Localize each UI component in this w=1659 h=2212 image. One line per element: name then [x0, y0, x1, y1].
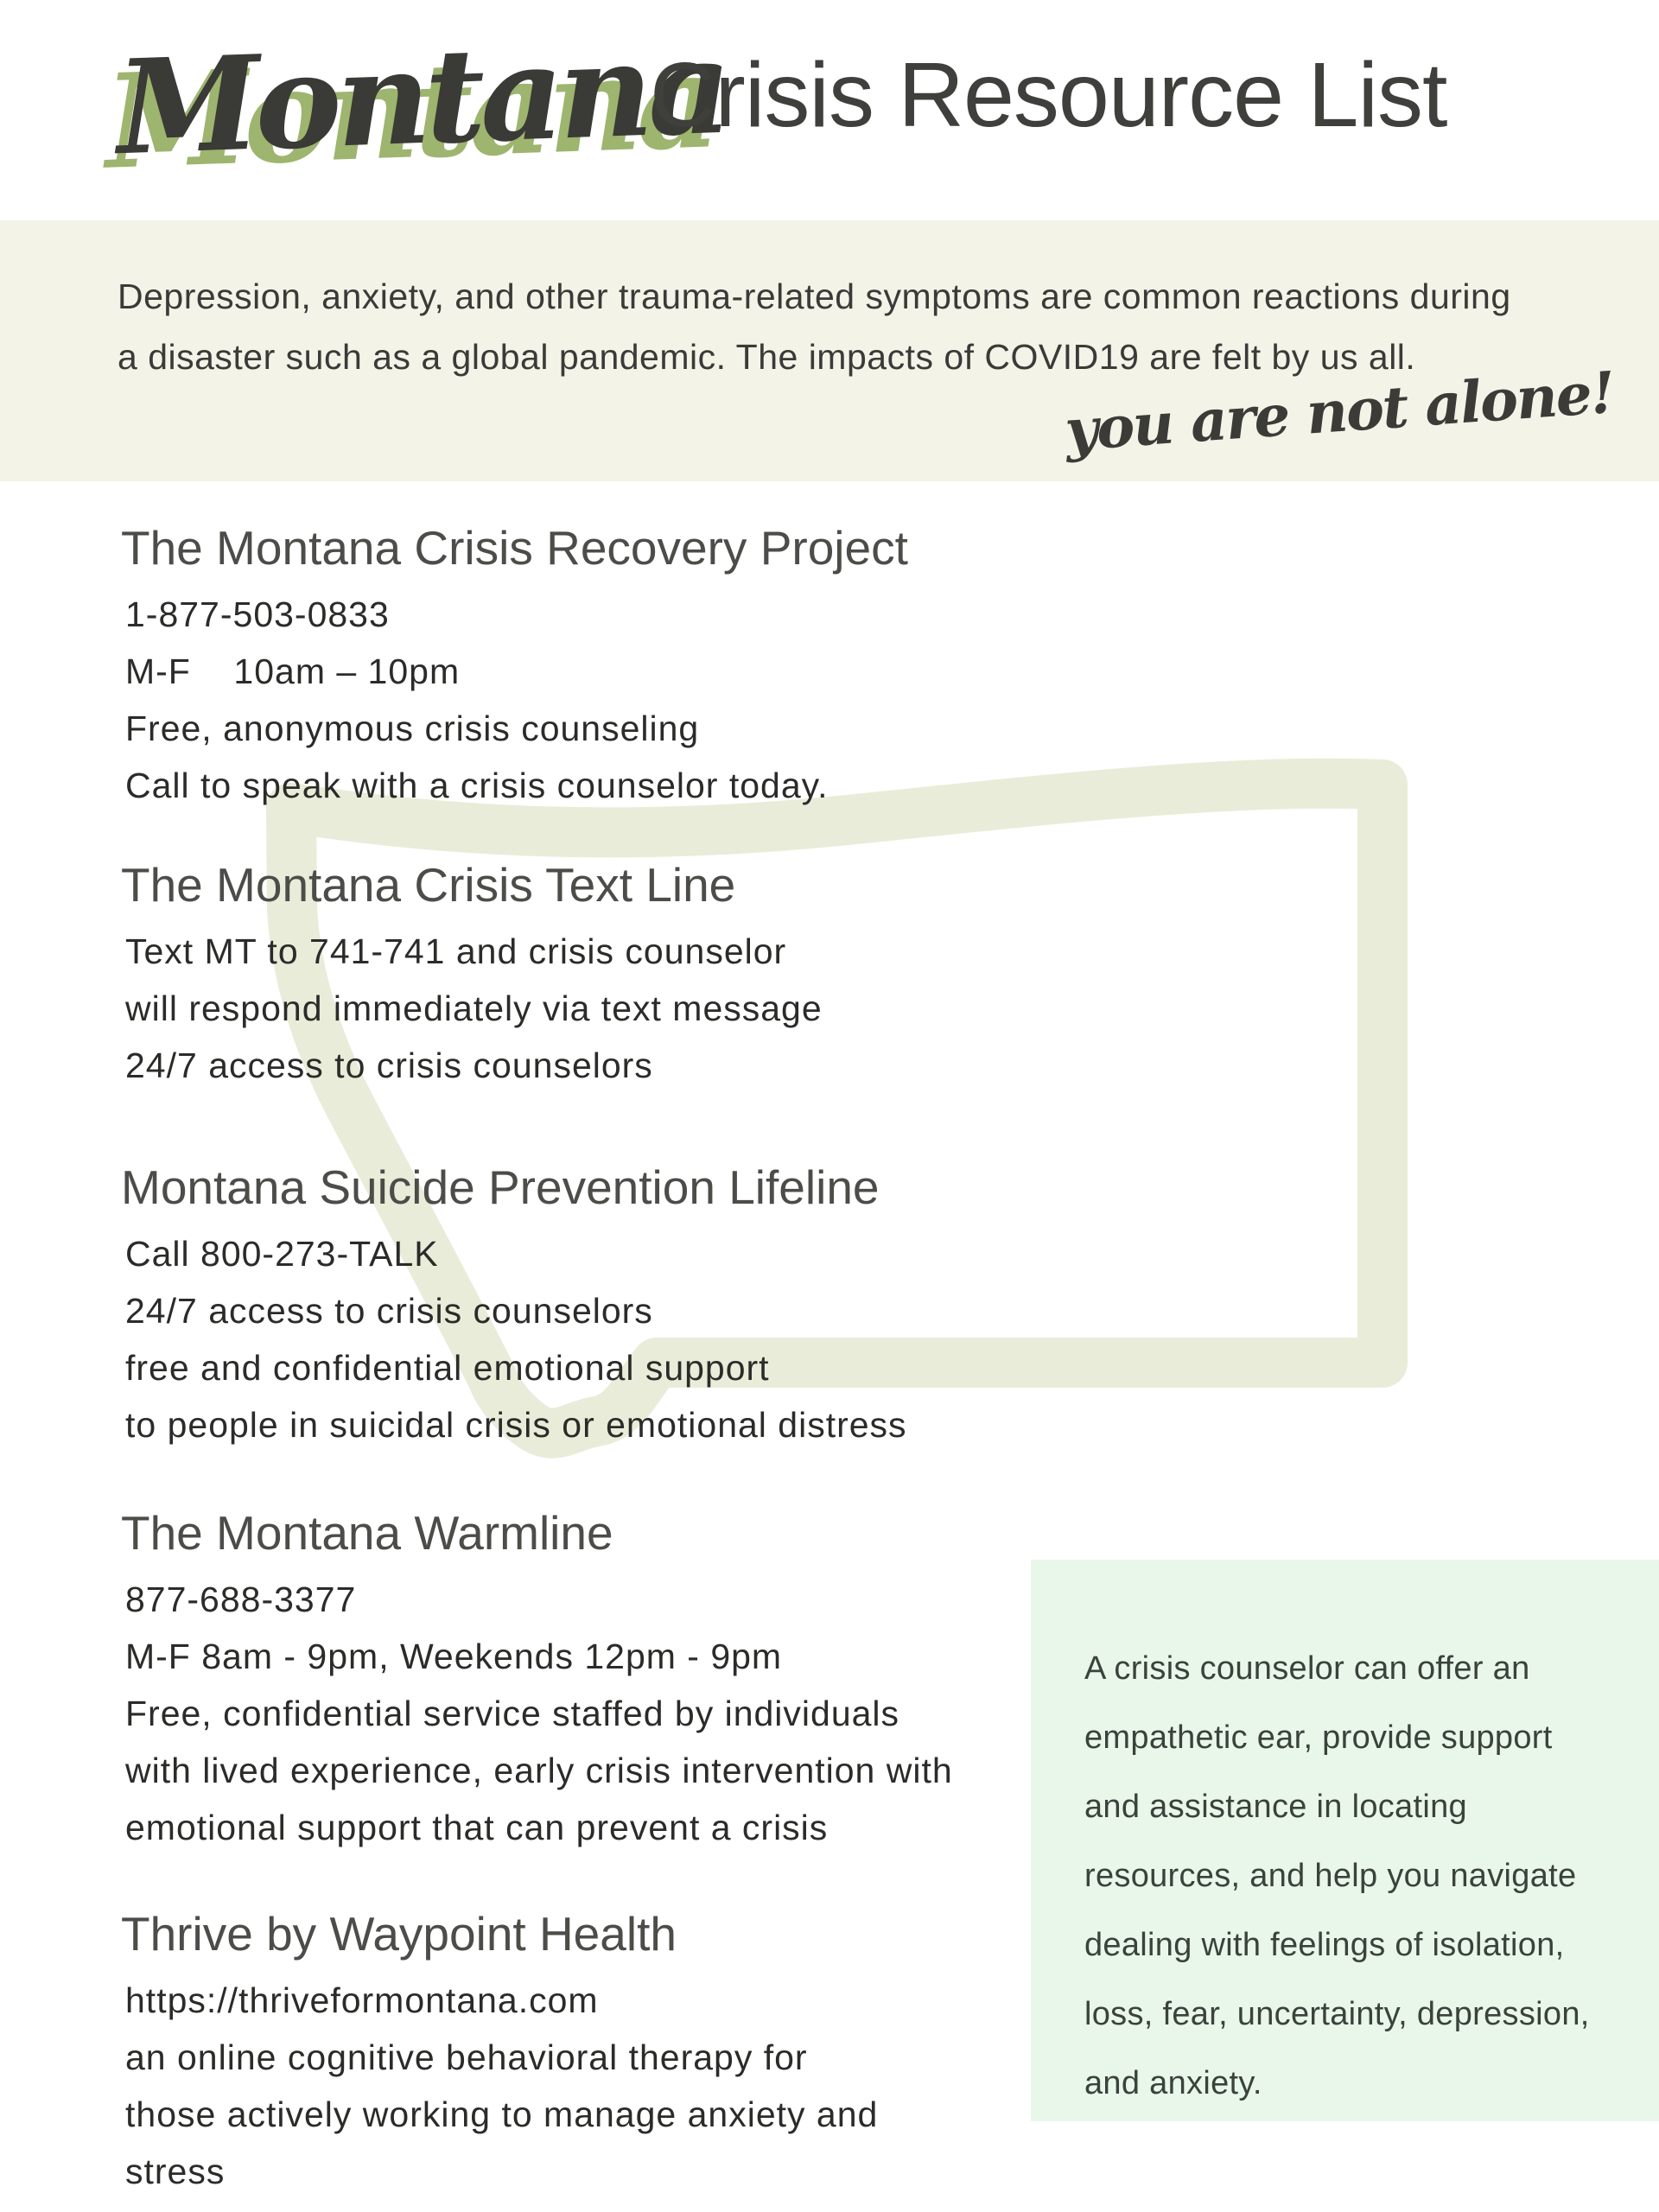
section-lines — [121, 1225, 907, 1453]
hours: M-F 10am – 10pm — [125, 652, 461, 691]
description-line: will respond immediately via text message — [125, 988, 823, 1028]
info-line: and anxiety. — [1084, 2065, 1262, 2101]
description-line: an online cognitive behavioral therapy for — [125, 2037, 808, 2077]
info-line: and assistance in locating — [1084, 1789, 1467, 1825]
description-line: to people in suicidal crisis or emotional distress — [125, 1405, 907, 1445]
info-line: resources, and help you navigate — [1084, 1858, 1577, 1894]
description-line: those actively working to manage anxiety and — [125, 2094, 879, 2134]
intro-banner — [0, 220, 1659, 481]
description-line: free and confidential emotional support — [125, 1348, 770, 1388]
section-suicide-prevention-lifeline — [121, 1156, 907, 1453]
title-script-montana: Montana — [114, 10, 729, 185]
section-thrive-waypoint-health — [121, 1903, 878, 2200]
phone-number: Call 800-273-TALK — [125, 1234, 439, 1274]
section-lines — [121, 586, 908, 814]
page-title: Crisis Resource List — [650, 44, 1447, 146]
section-heading: Thrive by Waypoint Health — [121, 1907, 677, 1961]
description-line: Text MT to 741-741 and crisis counselor — [125, 931, 787, 971]
phone-number: 877-688-3377 — [125, 1580, 357, 1619]
section-heading: The Montana Crisis Text Line — [121, 858, 736, 912]
info-box-text — [1031, 1560, 1659, 2118]
description-line: Free, confidential service staffed by individuals — [125, 1694, 900, 1733]
info-line: empathetic ear, provide support — [1084, 1719, 1553, 1756]
banner-text-line-1: Depression, anxiety, and other trauma-related symptoms are common reactions during — [118, 276, 1511, 316]
description-line: 24/7 access to crisis counselors — [125, 1291, 653, 1331]
description-line: emotional support that can prevent a crisis — [125, 1808, 829, 1847]
section-montana-warmline — [121, 1502, 953, 1856]
section-lines — [121, 923, 823, 1094]
crisis-counselor-info-box — [1031, 1560, 1659, 2121]
section-crisis-recovery-project — [121, 517, 908, 814]
website-url: https://thriveformontana.com — [125, 1980, 599, 2020]
description-line: Free, anonymous crisis counseling — [125, 709, 700, 748]
info-line: A crisis counselor can offer an — [1084, 1650, 1530, 1687]
section-heading: The Montana Warmline — [121, 1506, 613, 1560]
description-line: with lived experience, early crisis intervention with — [125, 1751, 953, 1790]
section-lines — [121, 1972, 878, 2200]
you-are-not-alone-script: you are not alone! — [1062, 358, 1616, 465]
description-line: 24/7 access to crisis counselors — [125, 1046, 653, 1085]
hours: M-F 8am - 9pm, Weekends 12pm - 9pm — [125, 1637, 783, 1676]
section-heading: Montana Suicide Prevention Lifeline — [121, 1160, 880, 1214]
section-lines — [121, 1571, 953, 1856]
section-crisis-text-line — [121, 854, 823, 1094]
info-line: loss, fear, uncertainty, depression, — [1084, 1996, 1590, 2032]
banner-text-line-2: a disaster such as a global pandemic. The impacts of COVID19 are felt by us all. — [118, 337, 1416, 377]
info-line: dealing with feelings of isolation, — [1084, 1927, 1565, 1963]
section-heading: The Montana Crisis Recovery Project — [121, 521, 908, 575]
phone-number: 1-877-503-0833 — [125, 594, 390, 634]
description-line: stress — [125, 2152, 226, 2191]
description-line: Call to speak with a crisis counselor today. — [125, 766, 829, 805]
